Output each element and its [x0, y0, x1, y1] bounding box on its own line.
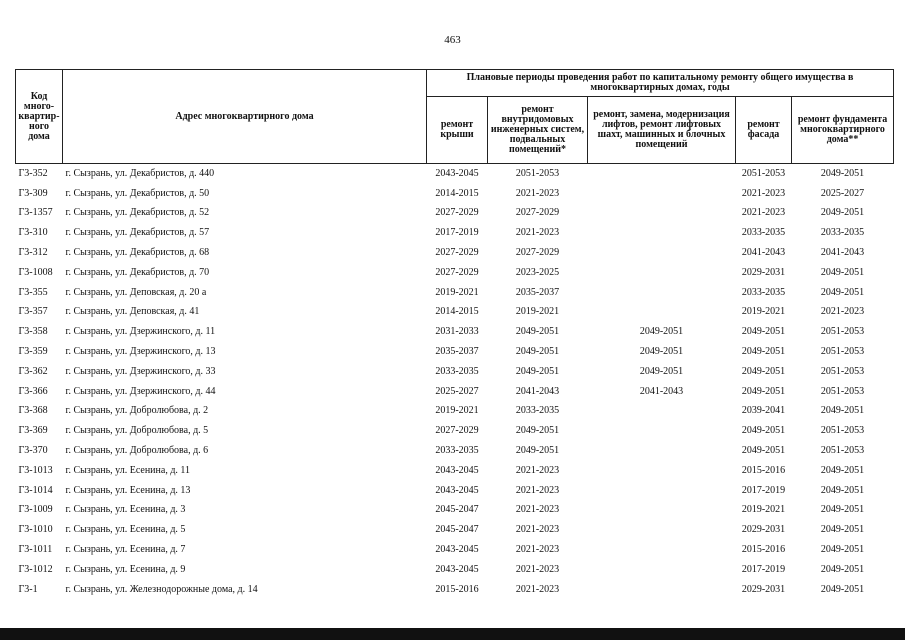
cell-foundation: 2049-2051: [820, 207, 865, 219]
cell-foundation: 2049-2051: [820, 484, 865, 496]
cell-systems: 2049-2051: [515, 445, 560, 457]
cell-lifts: [588, 164, 736, 184]
cell-foundation: 2041-2043: [820, 247, 865, 259]
cell-roof: 2033-2035: [435, 445, 479, 457]
capital-repair-table: [15, 69, 894, 600]
cell-foundation: 2049-2051: [820, 544, 865, 556]
cell-facade: 2033-2035: [741, 286, 786, 298]
cell-roof: 2019-2021: [435, 405, 479, 417]
cell-address: г. Сызрань, ул. Есенина, д. 11: [65, 464, 191, 476]
cell-lifts: [588, 481, 736, 501]
cell-code: Г3-369: [18, 425, 48, 437]
cell-systems: 2021-2023: [515, 504, 560, 516]
cell-roof: 2014-2015: [435, 187, 479, 199]
cell-lifts: [588, 421, 736, 441]
cell-address: г. Сызрань, ул. Декабристов, д. 52: [65, 207, 210, 219]
cell-code: Г3-309: [18, 187, 48, 199]
cell-address: г. Сызрань, ул. Есенина, д. 9: [65, 563, 186, 575]
cell-systems: 2049-2051: [515, 425, 560, 437]
cell-address: г. Сызрань, ул. Декабристов, д. 68: [65, 247, 210, 259]
cell-roof: 2043-2045: [435, 544, 479, 556]
cell-roof: 2045-2047: [435, 524, 479, 536]
cell-facade: 2021-2023: [741, 187, 786, 199]
cell-systems: 2035-2037: [515, 286, 560, 298]
cell-address: г. Сызрань, ул. Добролюбова, д. 6: [65, 445, 209, 457]
cell-lifts: [588, 223, 736, 243]
cell-address: г. Сызрань, ул. Декабристов, д. 50: [65, 187, 210, 199]
cell-facade: 2051-2053: [741, 167, 786, 179]
cell-facade: 2015-2016: [741, 464, 786, 476]
cell-address: г. Сызрань, ул. Дзержинского, д. 44: [65, 385, 216, 397]
cell-code: Г3-370: [18, 445, 48, 457]
cell-roof: 2027-2029: [435, 247, 479, 259]
cell-lifts: [588, 283, 736, 303]
cell-lifts: [588, 303, 736, 323]
cell-facade: 2049-2051: [741, 425, 786, 437]
cell-facade: 2015-2016: [741, 544, 786, 556]
table-row: [16, 362, 894, 382]
cell-systems: 2021-2023: [515, 484, 560, 496]
cell-address: г. Сызрань, ул. Деповская, д. 20 а: [65, 286, 207, 298]
cell-lifts: [588, 263, 736, 283]
cell-facade: 2029-2031: [741, 266, 786, 278]
cell-lifts: [588, 184, 736, 204]
cell-code: Г3-358: [18, 326, 48, 338]
cell-address: г. Сызрань, ул. Деповская, д. 41: [65, 306, 200, 318]
cell-roof: 2045-2047: [435, 504, 479, 516]
cell-systems: 2033-2035: [515, 405, 560, 417]
cell-facade: 2049-2051: [741, 385, 786, 397]
header-code: Код много-квартир-ного дома: [16, 70, 63, 164]
cell-facade: 2039-2041: [741, 405, 786, 417]
cell-foundation: 2051-2053: [820, 346, 865, 358]
cell-roof: 2043-2045: [435, 464, 479, 476]
cell-code: Г3-368: [18, 405, 48, 417]
cell-systems: 2049-2051: [515, 365, 560, 377]
cell-foundation: 2049-2051: [820, 464, 865, 476]
cell-systems: 2021-2023: [515, 583, 560, 595]
cell-code: Г3-1009: [18, 504, 53, 516]
cell-code: Г3-1014: [18, 484, 53, 496]
cell-facade: 2019-2021: [741, 306, 786, 318]
cell-lifts: [588, 441, 736, 461]
table-row: [16, 501, 894, 521]
cell-roof: 2017-2019: [435, 227, 479, 239]
cell-foundation: 2051-2053: [820, 365, 865, 377]
header-roof: ремонт крыши: [427, 97, 488, 164]
cell-foundation: 2051-2053: [820, 326, 865, 338]
cell-roof: 2015-2016: [435, 583, 479, 595]
cell-facade: 2029-2031: [741, 524, 786, 536]
cell-systems: 2019-2021: [515, 306, 560, 318]
cell-lifts: [588, 402, 736, 422]
cell-facade: 2017-2019: [741, 563, 786, 575]
cell-systems: 2021-2023: [515, 544, 560, 556]
cell-lifts: [588, 501, 736, 521]
cell-address: г. Сызрань, ул. Декабристов, д. 57: [65, 227, 210, 239]
cell-systems: 2021-2023: [515, 187, 560, 199]
cell-code: Г3-357: [18, 306, 48, 318]
cell-foundation: 2049-2051: [820, 167, 865, 179]
cell-facade: 2049-2051: [741, 326, 786, 338]
cell-roof: 2043-2045: [435, 167, 479, 179]
cell-foundation: 2049-2051: [820, 563, 865, 575]
cell-systems: 2049-2051: [515, 346, 560, 358]
cell-code: Г3-355: [18, 286, 48, 298]
cell-roof: 2035-2037: [435, 346, 479, 358]
cell-foundation: 2033-2035: [820, 227, 865, 239]
cell-roof: 2043-2045: [435, 563, 479, 575]
cell-code: Г3-312: [18, 247, 48, 259]
cell-foundation: 2021-2023: [820, 306, 865, 318]
cell-address: г. Сызрань, ул. Декабристов, д. 70: [65, 266, 210, 278]
table-row: [16, 322, 894, 342]
cell-foundation: 2049-2051: [820, 583, 865, 595]
cell-systems: 2023-2025: [515, 266, 560, 278]
cell-facade: 2049-2051: [741, 445, 786, 457]
cell-roof: 2019-2021: [435, 286, 479, 298]
cell-facade: 2019-2021: [741, 504, 786, 516]
cell-address: г. Сызрань, ул. Добролюбова, д. 2: [65, 405, 209, 417]
cell-address: г. Сызрань, ул. Декабристов, д. 440: [65, 167, 215, 179]
cell-foundation: 2049-2051: [820, 286, 865, 298]
table-row: [16, 481, 894, 501]
table-row: [16, 520, 894, 540]
cell-address: г. Сызрань, ул. Есенина, д. 5: [65, 524, 186, 536]
cell-systems: 2021-2023: [515, 563, 560, 575]
header-facade: ремонт фасада: [736, 97, 792, 164]
header-periods-group: Плановые периоды проведения работ по капитальному ремонту общего имущества в многоквартирных домах, годы: [427, 70, 894, 97]
cell-roof: 2031-2033: [435, 326, 479, 338]
cell-lifts: [588, 540, 736, 560]
cell-systems: 2051-2053: [515, 167, 560, 179]
cell-code: Г3-1010: [18, 524, 53, 536]
table-header: [16, 70, 894, 164]
cell-roof: 2025-2027: [435, 385, 479, 397]
table-row: [16, 303, 894, 323]
cell-systems: 2027-2029: [515, 247, 560, 259]
table-row: [16, 382, 894, 402]
cell-foundation: 2049-2051: [820, 266, 865, 278]
cell-foundation: 2025-2027: [820, 187, 865, 199]
cell-facade: 2029-2031: [741, 583, 786, 595]
cell-foundation: 2051-2053: [820, 425, 865, 437]
cell-code: Г3-1008: [18, 266, 53, 278]
cell-code: Г3-359: [18, 346, 48, 358]
cell-foundation: 2051-2053: [820, 385, 865, 397]
header-lifts: ремонт, замена, модернизация лифтов, ремонт лифтовых шахт, машинных и блочных помещений: [588, 97, 736, 164]
cell-lifts: [588, 580, 736, 600]
cell-systems: 2021-2023: [515, 524, 560, 536]
table-body: [16, 164, 894, 600]
cell-lifts: 2049-2051: [639, 326, 684, 338]
cell-code: Г3-1: [18, 583, 38, 595]
cell-code: Г3-310: [18, 227, 48, 239]
table-row: [16, 421, 894, 441]
header-systems: ремонт внутридомовых инженерных систем, подвальных помещений*: [488, 97, 588, 164]
cell-roof: 2027-2029: [435, 425, 479, 437]
cell-systems: 2049-2051: [515, 326, 560, 338]
cell-roof: 2014-2015: [435, 306, 479, 318]
cell-systems: 2027-2029: [515, 207, 560, 219]
cell-facade: 2049-2051: [741, 346, 786, 358]
table-row: [16, 223, 894, 243]
table-row: [16, 263, 894, 283]
table-row: [16, 540, 894, 560]
table-row: [16, 283, 894, 303]
table-row: [16, 580, 894, 600]
cell-code: Г3-366: [18, 385, 48, 397]
table-row: [16, 402, 894, 422]
cell-roof: 2033-2035: [435, 365, 479, 377]
cell-roof: 2043-2045: [435, 484, 479, 496]
cell-lifts: [588, 204, 736, 224]
cell-lifts: [588, 243, 736, 263]
cell-lifts: [588, 560, 736, 580]
bottom-scan-bar: [0, 628, 905, 640]
cell-facade: 2021-2023: [741, 207, 786, 219]
table-row: [16, 164, 894, 184]
cell-lifts: 2049-2051: [639, 346, 684, 358]
cell-foundation: 2049-2051: [820, 405, 865, 417]
page-number: 463: [444, 34, 461, 46]
cell-code: Г3-1013: [18, 464, 53, 476]
table-row: [16, 441, 894, 461]
cell-systems: 2021-2023: [515, 227, 560, 239]
cell-foundation: 2049-2051: [820, 504, 865, 516]
table-row: [16, 560, 894, 580]
cell-facade: 2033-2035: [741, 227, 786, 239]
cell-code: Г3-1357: [18, 207, 53, 219]
cell-address: г. Сызрань, ул. Дзержинского, д. 13: [65, 346, 216, 358]
cell-address: г. Сызрань, ул. Добролюбова, д. 5: [65, 425, 209, 437]
cell-foundation: 2051-2053: [820, 445, 865, 457]
header-foundation: ремонт фундамента многоквартирного дома**: [792, 97, 894, 164]
cell-address: г. Сызрань, ул. Железнодорожные дома, д. 14: [65, 583, 258, 595]
cell-roof: 2027-2029: [435, 207, 479, 219]
table-row: [16, 204, 894, 224]
cell-roof: 2027-2029: [435, 266, 479, 278]
cell-lifts: [588, 461, 736, 481]
cell-code: Г3-352: [18, 167, 48, 179]
header-address: Адрес многоквартирного дома: [63, 70, 427, 164]
cell-address: г. Сызрань, ул. Дзержинского, д. 33: [65, 365, 216, 377]
cell-address: г. Сызрань, ул. Есенина, д. 13: [65, 484, 191, 496]
cell-systems: 2021-2023: [515, 464, 560, 476]
cell-lifts: [588, 520, 736, 540]
cell-lifts: 2041-2043: [639, 385, 684, 397]
cell-address: г. Сызрань, ул. Есенина, д. 3: [65, 504, 186, 516]
cell-code: Г3-1012: [18, 563, 53, 575]
cell-lifts: 2049-2051: [639, 365, 684, 377]
cell-facade: 2049-2051: [741, 365, 786, 377]
table-row: [16, 461, 894, 481]
cell-address: г. Сызрань, ул. Дзержинского, д. 11: [65, 326, 216, 338]
table-row: [16, 184, 894, 204]
cell-code: Г3-1011: [18, 544, 53, 556]
cell-facade: 2017-2019: [741, 484, 786, 496]
table-row: [16, 243, 894, 263]
cell-code: Г3-362: [18, 365, 48, 377]
cell-systems: 2041-2043: [515, 385, 560, 397]
cell-foundation: 2049-2051: [820, 524, 865, 536]
cell-address: г. Сызрань, ул. Есенина, д. 7: [65, 544, 186, 556]
table-row: [16, 342, 894, 362]
cell-facade: 2041-2043: [741, 247, 786, 259]
